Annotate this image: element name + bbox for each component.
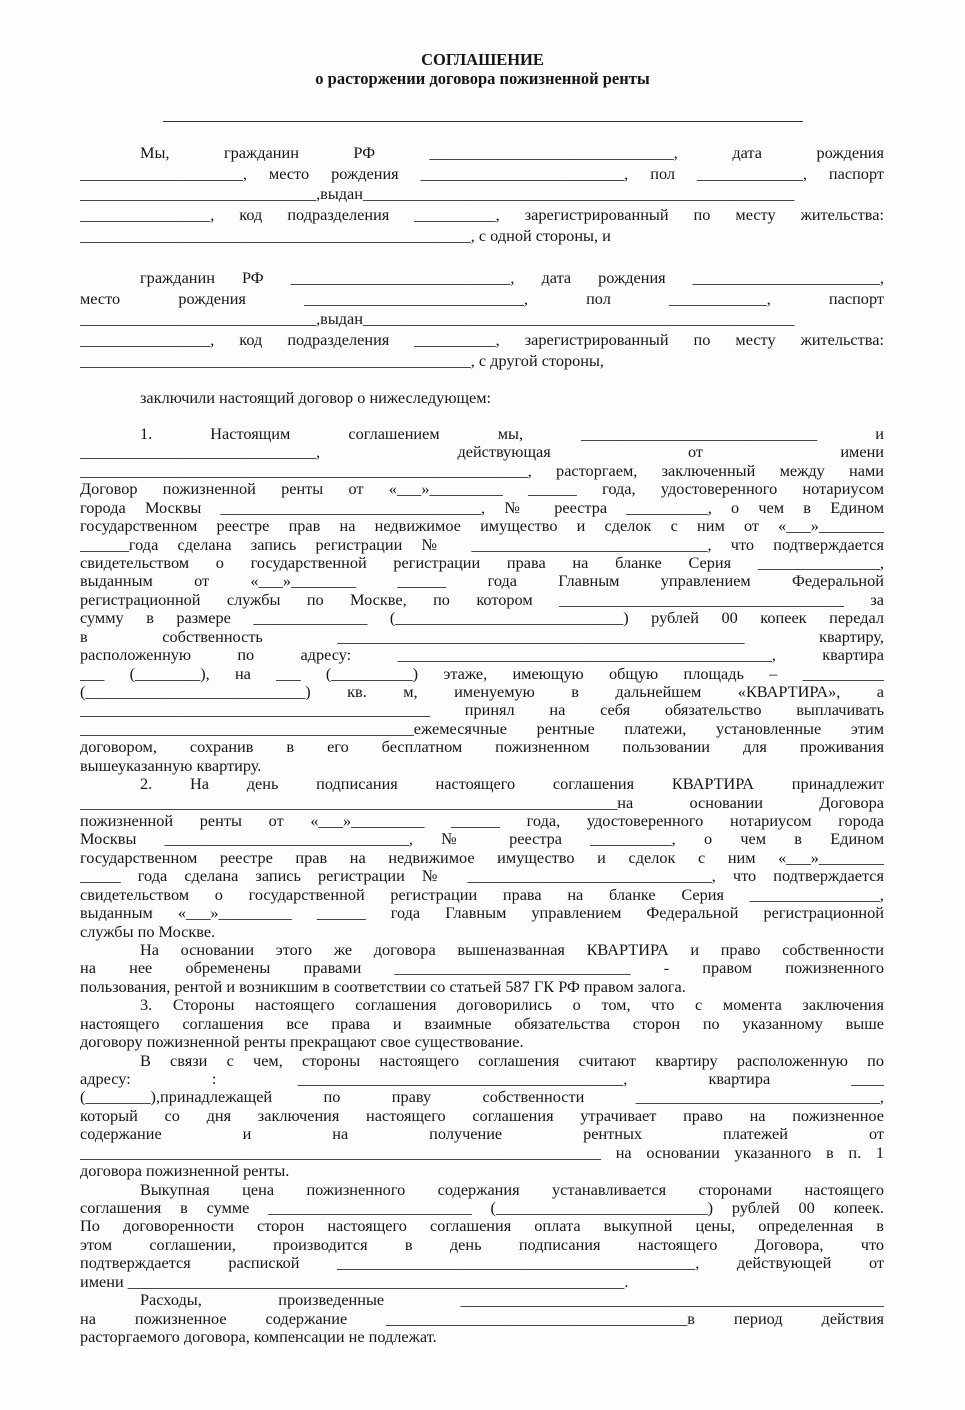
document-line: соглашения в сумме _________________________ (__________________________) рублей 00 копеек.: [80, 1198, 884, 1218]
document-subtitle: о расторжении договора пожизненной ренты: [315, 69, 650, 88]
document-line: _____________________________,выдан_____________________________________________________: [80, 184, 795, 204]
document-line: сумму в размере ______________ (____________________________) рублей 00 копеек передал: [80, 608, 884, 628]
document-line: имени _____________________________________________________________.: [80, 1271, 629, 1291]
document-line: 1. Настоящим соглашением мы, _____________________________ и: [140, 424, 884, 443]
document-line: который со дня заключения настоящего соглашения утрачивает право на пожизненное: [80, 1105, 884, 1125]
document-line: 3. Стороны настоящего соглашения договорились о том, что с момента заключения: [140, 995, 884, 1015]
document-line: службы по Москве.: [80, 921, 216, 941]
document-line: (___________________________) кв. м, именуемую в дальнейшем «КВАРТИРА», а: [80, 682, 884, 702]
document-line: вышеуказанную квартиру.: [80, 755, 262, 775]
document-line: адресу: : ________________________________________, квартира ____: [80, 1069, 884, 1089]
document-line: ___________________________________________ принял на себя обязательство выплачивать: [80, 700, 884, 720]
document-line: настоящего соглашения все права и взаимные обязательства сторон по указанному выше: [80, 1013, 884, 1033]
document-line: место рождения ___________________________, пол ____________, паспорт: [80, 288, 884, 308]
document-line: ________________, код подразделения __________, зарегистрированный по месту жительства:: [80, 205, 884, 225]
document-line: _______________________________________________________, расторгаем, заключенный между нами: [80, 460, 884, 480]
document-line: в собственность __________________________________________________ квартиру,: [80, 626, 884, 646]
document-line: расторгаемого договора, компенсации не подлежат.: [80, 1327, 437, 1347]
document-line: ______года сделана запись регистрации № _____________________________, что подтверждается: [80, 534, 884, 554]
document-title: СОГЛАШЕНИЕ: [421, 50, 544, 69]
document-line: __________________________________________________________________на основании Договора: [80, 792, 884, 812]
document-line: свидетельством о государственной регистрации права на бланке Серия _______________,: [80, 553, 884, 572]
document-line: Расходы, произведенные ____________________________________________________: [140, 1290, 884, 1310]
document-line: города Москвы ________________________________, № реестра __________, о чем в Едином: [80, 497, 884, 517]
document-line: государственном реестре прав на недвижимое имущество и сделок с ним «___»________: [80, 847, 884, 867]
document-line: заключили настоящий договор о нижеследующем:: [140, 388, 492, 407]
document-line: государственном реестре прав на недвижимое имущество и сделок с ним от «___»________: [80, 516, 884, 536]
document-line: на нее обременены правами _____________________________ - правом пожизненного: [80, 958, 884, 978]
document-line: _____________________________,выдан_____________________________________________________: [80, 309, 795, 329]
document-line: В связи с чем, стороны настоящего соглашения считают квартиру расположенную по: [140, 1050, 884, 1070]
document-line: _____ года сделана запись регистрации № ______________________________, что подтверждается: [80, 866, 884, 886]
document-line: ________________________________________________, с одной стороны, и: [80, 225, 611, 245]
document-line: По договоренности сторон настоящего соглашения оплата выкупной цены, определенная в: [80, 1216, 884, 1236]
document-line: расположенную по адресу: ______________________________________________, квартира: [80, 645, 884, 665]
document-line: пожизненной ренты от «___»_________ ______ года, удостоверенного нотариусом города: [80, 811, 884, 831]
document-line: ________________________________________________, с другой стороны,: [80, 350, 605, 370]
document-line: свидетельством о государственной регистрации права на бланке Серия ________________,: [80, 884, 884, 904]
document-line: _________________________________________ежемесячные рентные платежи, установленные этим: [80, 718, 884, 738]
document-line: договору пожизненной ренты прекращают свое существование.: [80, 1032, 524, 1052]
document-line: выданным «___»_________ ______ года Главным управлением Федеральной регистрационной: [80, 903, 884, 923]
title-divider: [163, 121, 803, 122]
document-line: на пожизненное содержание _____________________________________в период действия: [80, 1308, 884, 1328]
document-line: Мы, гражданин РФ ______________________________, дата рождения: [140, 143, 884, 162]
document-line: ___ (________), на ___ (__________) этаже, имеющую общую площадь – __________: [80, 663, 884, 683]
document-line: (________),принадлежащей по праву собственности ______________________________,: [80, 1087, 884, 1107]
document-line: регистрационной службы по Москве, по котором ___________________________________ за: [80, 589, 884, 609]
document-line: этом соглашении, производится в день подписания настоящего Договора, что: [80, 1234, 884, 1254]
document-line: гражданин РФ ___________________________, дата рождения _______________________,: [140, 268, 884, 287]
document-line: подтверждается распиской ____________________________________________, действующей от: [80, 1253, 884, 1273]
document-line: Договор пожизненной ренты от «___»_________ ______ года, удостоверенного нотариусом: [80, 479, 884, 499]
document-line: На основании этого же договора вышеназванная КВАРТИРА и право собственности: [140, 940, 884, 960]
document-line: содержание и на получение рентных платежей от: [80, 1124, 884, 1144]
document-line: договора пожизненной ренты.: [80, 1161, 290, 1181]
document-line: _____________________________, действующая от имени: [80, 442, 884, 462]
document-line: ________________, код подразделения __________, зарегистрированный по месту жительства:: [80, 330, 884, 350]
document-line: пользования, рентой и возникшим в соответствии со статьей 587 ГК РФ правом залога.: [80, 976, 686, 996]
document-line: 2. На день подписания настоящего соглашения КВАРТИРА принадлежит: [140, 774, 884, 794]
document-line: ________________________________________________________________ на основании указанного в п. 1: [80, 1142, 884, 1162]
document-line: выданным от «___»________ ______ года Главным управлением Федеральной: [80, 571, 884, 591]
document-line: Выкупная цена пожизненного содержания устанавливается сторонами настоящего: [140, 1179, 884, 1199]
document-line: договором, сохранив в его бесплатном пожизненном пользовании для проживания: [80, 737, 884, 757]
document-line: Москвы ______________________________, № реестра __________, о чем в Едином: [80, 829, 884, 849]
document-line: ____________________, место рождения _________________________, пол _____________, паспорт: [80, 163, 884, 183]
